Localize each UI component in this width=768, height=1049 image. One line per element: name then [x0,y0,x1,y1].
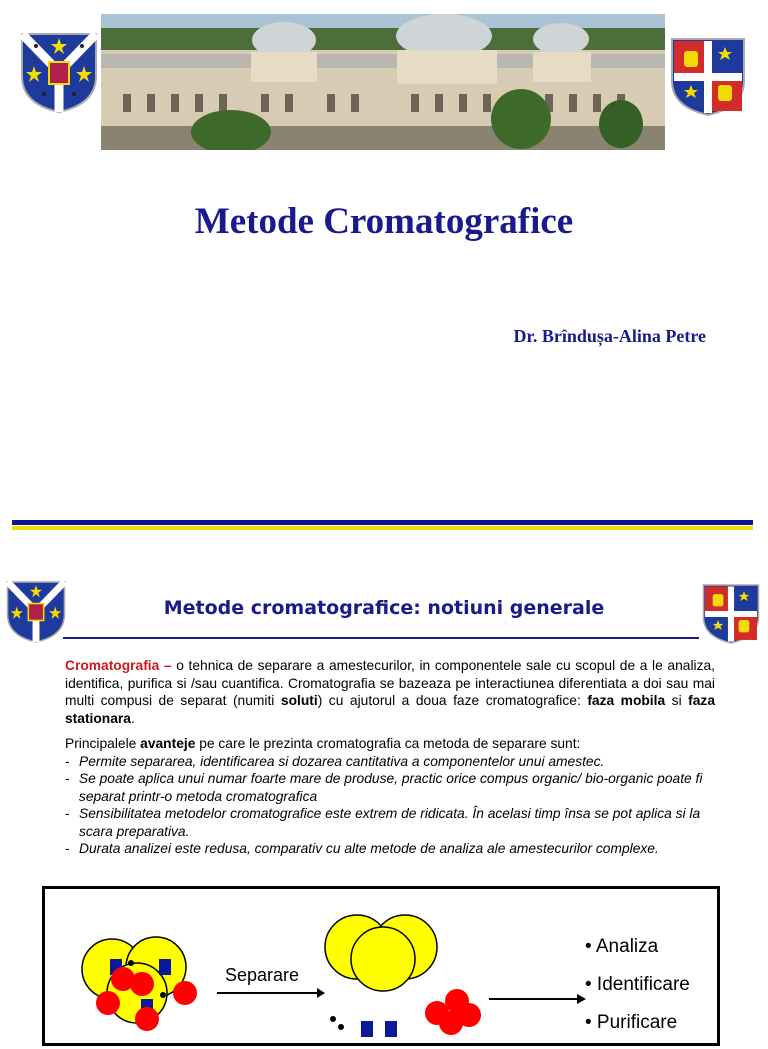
slide-divider-blue [12,520,753,525]
definition-text: si [665,693,689,708]
separation-label: Separare [225,965,300,985]
title-slide [0,0,768,520]
list-item: - Permite separarea, identificarea si dozarea cantitativa a componentelor unui amestec. [65,753,605,769]
list-item-text: Durata analizei este redusa, comparativ cu alte metode de analiza ale amestecurilor complexe. [79,841,659,856]
term-faza-mobila: faza mobila [587,693,666,708]
university-building-photo [101,14,665,150]
section-title: Metode cromatografice: notiuni generale [163,597,605,619]
definition-text: . [130,710,135,726]
advantages-intro [65,735,715,753]
term-faza-stationara: faza stationara [65,693,715,726]
term-soluti: soluti [280,693,318,708]
author-name: Dr. Brîndușa-Alina Petre [513,326,706,346]
list-item: - Durata analizei este redusa, comparativ cu alte metode de analiza ale amestecurilor complexe. [65,841,659,856]
advantages-block [65,735,715,858]
city-coat-of-arms-icon [670,37,746,117]
list-item-text: Sensibilitatea metodelor cromatografice este extrem de ridicata. În acelasi timp însa se pot aplica si la scara preparativa. [79,806,701,839]
university-coat-of-arms-icon [20,32,98,114]
outcome-item: • Identificare [585,974,690,995]
term-label: Cromatografia – [65,658,172,673]
title-underline [63,637,699,639]
outcome-item: • Analiza [585,936,659,957]
list-item: - Sensibilitatea metodelor cromatografice este extrem de ridicata. În acelasi timp însa se pot aplica si la scara preparativa. [65,805,715,840]
definition-paragraph [65,657,715,727]
definition-text: o tehnica de separare a amestecurilor, in componentele sale cu scopul de a le analiza, identifica, purifica si /sau cuantifica. Cromatografia se bazeaza pe interactiunea diferentiata a doi sau mai multi compusi de separat (numiti [65,658,715,708]
list-item: - Se poate aplica unui numar foarte mare de produse, practic orice compus organic/ bio-organic poate fi separat printr-o metoda cromatografica [65,770,715,805]
outcome-item: • Purificare [585,1012,678,1033]
advantages-intro-text: pe care le prezinta cromatografia ca metoda de separare sunt: [195,736,581,751]
slide-title: Metode Cromatografice [194,201,574,242]
slide-divider-yellow [12,526,753,530]
list-item-text: Permite separarea, identificarea si dozarea cantitativa a componentelor unui amestec. [79,753,605,769]
definition-text: ) cu ajutorul a doua faze cromatografice: [317,693,588,708]
list-item-text: Se poate aplica unui numar foarte mare de produse, practic orice compus organic/ bio-organic poate fi separat printr-o metoda cromatografica [78,771,703,804]
advantages-intro-text: Principalele [65,736,141,751]
advantages-keyword: avanteje [140,736,196,751]
